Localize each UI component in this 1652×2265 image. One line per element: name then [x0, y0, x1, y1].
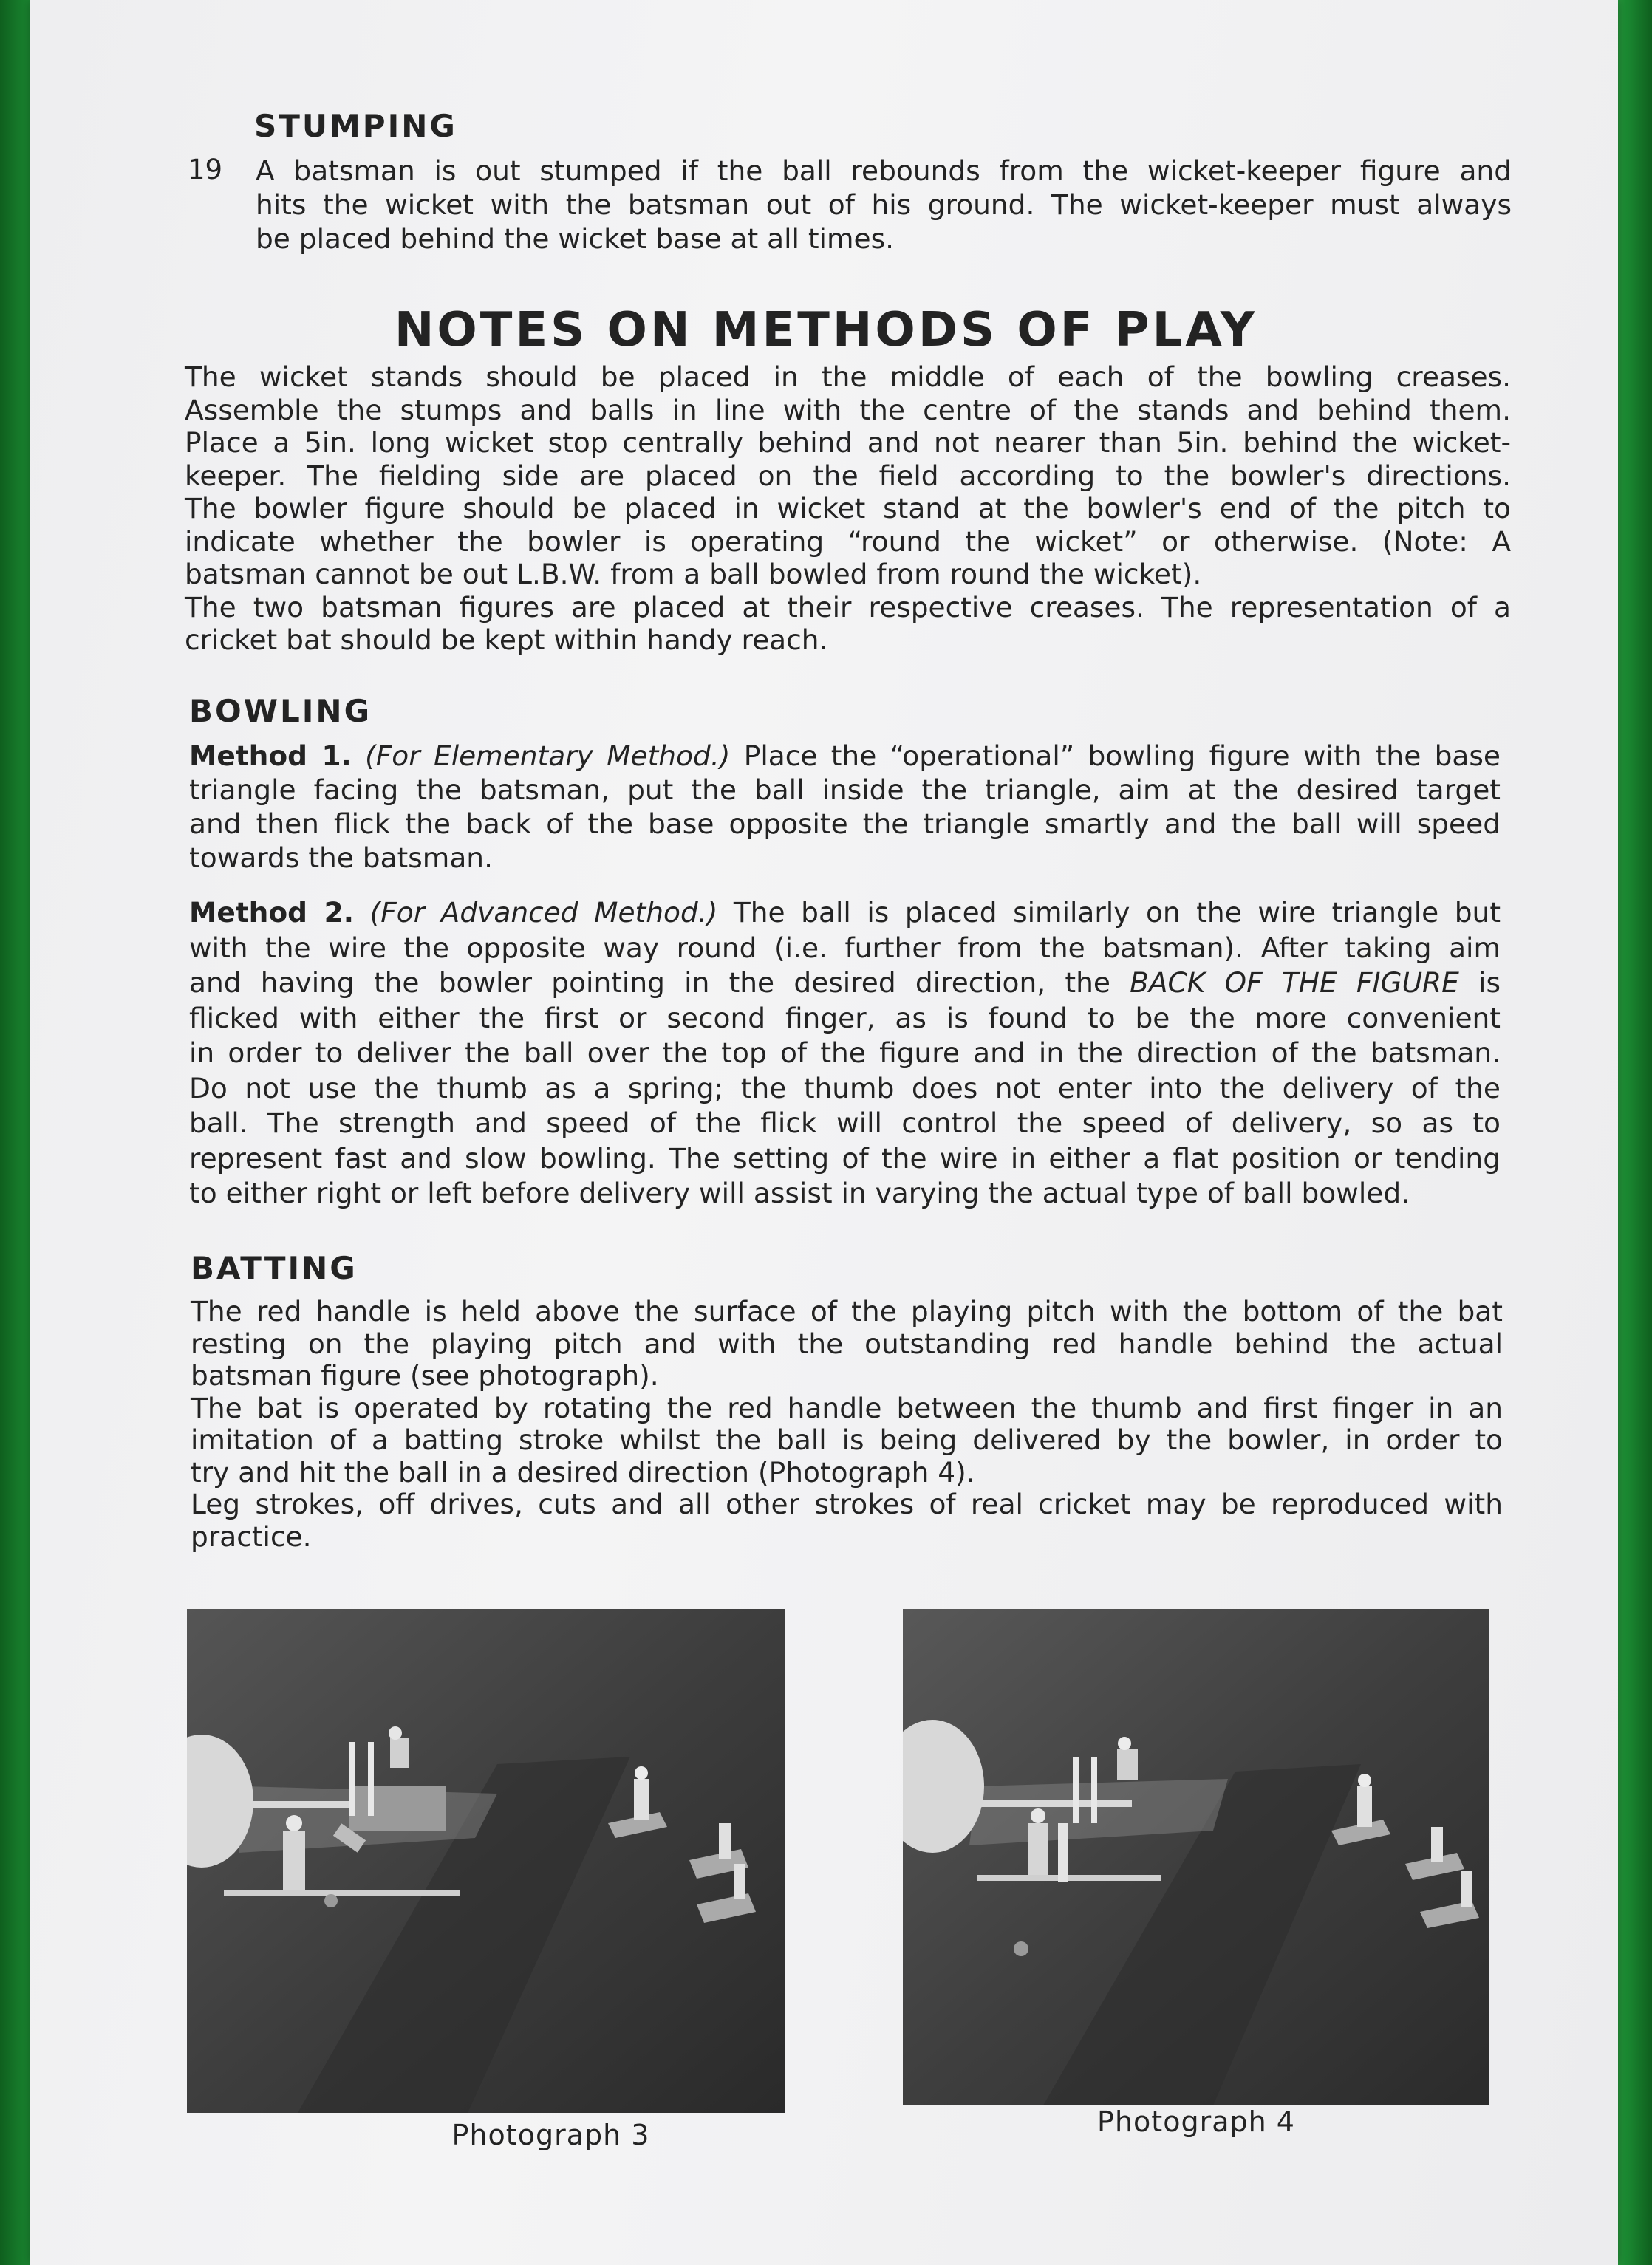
batting-line: The bat is operated by rotating the red handle between the thumb and first finger in an [191, 1391, 1503, 1424]
batting-heading: BATTING [191, 1250, 358, 1286]
method-1-note: (For Elementary Method.) [365, 739, 731, 772]
stumping-rule-text [256, 154, 1512, 256]
notes-line: Assemble the stumps and balls in line with the centre of the stands and behind them. [185, 393, 1511, 426]
notes-line: cricket bat should be kept within handy reach. [185, 624, 828, 656]
photograph-4-caption: Photograph 4 [1097, 2105, 1295, 2138]
method-2-line3-pre: and having the bowler pointing in the desired direction, the [189, 966, 1130, 999]
notes-line: indicate whether the bowler is operating “round the wicket” or otherwise. (Note: A [185, 525, 1511, 558]
batting-line: practice. [191, 1520, 312, 1553]
method-2-label: Method 2. [189, 896, 355, 929]
method-1-text: Place the “operational” bowling figure with the base [730, 739, 1501, 772]
batting-line: imitation of a batting stroke whilst the ball is being delivered by the bowler, in order to [191, 1424, 1503, 1456]
method-2-line: to either right or left before delivery will assist in varying the actual type of ball bowled. [189, 1177, 1410, 1209]
photograph-3-image [187, 1609, 785, 2113]
method-2-paragraph [189, 895, 1501, 1212]
photograph-4 [903, 1609, 1489, 2105]
rule-number: 19 [188, 154, 223, 185]
stumping-line: hits the wicket with the batsman out of his ground. The wicket-keeper must always [256, 188, 1512, 221]
notes-paragraph [185, 361, 1511, 657]
method-1-paragraph [189, 739, 1501, 875]
method-2-line: flicked with either the first or second finger, as is found to be the more convenient [189, 1001, 1501, 1034]
notes-line: The bowler figure should be placed in wicket stand at the bowler's end of the pitch to [185, 492, 1511, 525]
stumping-line: A batsman is out stumped if the ball rebounds from the wicket-keeper figure and [256, 154, 1512, 187]
stumping-heading: STUMPING [254, 108, 457, 144]
notes-line: batsman cannot be out L.B.W. from a ball bowled from round the wicket). [185, 558, 1202, 590]
notes-line: Place a 5in. long wicket stop centrally behind and not nearer than 5in. behind the wicket- [185, 426, 1511, 459]
photograph-4-image [903, 1609, 1489, 2105]
method-1-line: towards the batsman. [189, 841, 493, 874]
method-2-first-line [189, 895, 1501, 931]
photograph-3 [187, 1609, 785, 2113]
batting-paragraph [191, 1296, 1503, 1553]
method-2-emphasis: BACK OF THE FIGURE [1130, 966, 1459, 999]
method-2-text: The ball is placed similarly on the wire triangle but [717, 896, 1501, 929]
notes-title: NOTES ON METHODS OF PLAY [394, 303, 1258, 358]
notes-line: The two batsman figures are placed at their respective creases. The representation of a [185, 590, 1511, 624]
batting-line: The red handle is held above the surface of the playing pitch with the bottom of the bat [191, 1295, 1503, 1328]
method-2-line [189, 966, 1501, 1001]
batting-line: resting on the playing pitch and with the outstanding red handle behind the actual [191, 1327, 1503, 1360]
bowling-heading: BOWLING [189, 693, 372, 729]
method-2-line: Do not use the thumb as a spring; the thumb does not enter into the delivery of the [189, 1071, 1501, 1104]
notes-line: keeper. The fielding side are placed on the field according to the bowler's directions. [185, 459, 1511, 492]
batting-line: Leg strokes, off drives, cuts and all other strokes of real cricket may be reproduced with [191, 1488, 1503, 1520]
method-1-line: triangle facing the batsman, put the ball inside the triangle, aim at the desired target [189, 773, 1501, 806]
method-2-line: in order to deliver the ball over the top of the figure and in the direction of the batsman. [189, 1036, 1501, 1069]
method-2-line: represent fast and slow bowling. The setting of the wire in either a flat position or tending [189, 1141, 1501, 1175]
photograph-3-caption: Photograph 3 [451, 2119, 650, 2151]
batting-line: batsman figure (see photograph). [191, 1359, 659, 1392]
method-2-line: with the wire the opposite way round (i.e. further from the batsman). After taking aim [189, 931, 1501, 964]
notes-line: The wicket stands should be placed in the middle of each of the bowling creases. [185, 361, 1511, 393]
method-2-line: ball. The strength and speed of the flick will control the speed of delivery, so as to [189, 1107, 1501, 1139]
method-2-line3-post: is [1458, 966, 1501, 999]
method-1-label: Method 1. [189, 739, 352, 772]
method-1-first-line [189, 739, 1501, 773]
method-2-note: (For Advanced Method.) [369, 896, 718, 929]
batting-line: try and hit the ball in a desired direction (Photograph 4). [191, 1455, 975, 1489]
stumping-line: be placed behind the wicket base at all times. [256, 222, 895, 255]
method-1-line: and then flick the back of the base opposite the triangle smartly and the ball will speed [189, 807, 1501, 840]
